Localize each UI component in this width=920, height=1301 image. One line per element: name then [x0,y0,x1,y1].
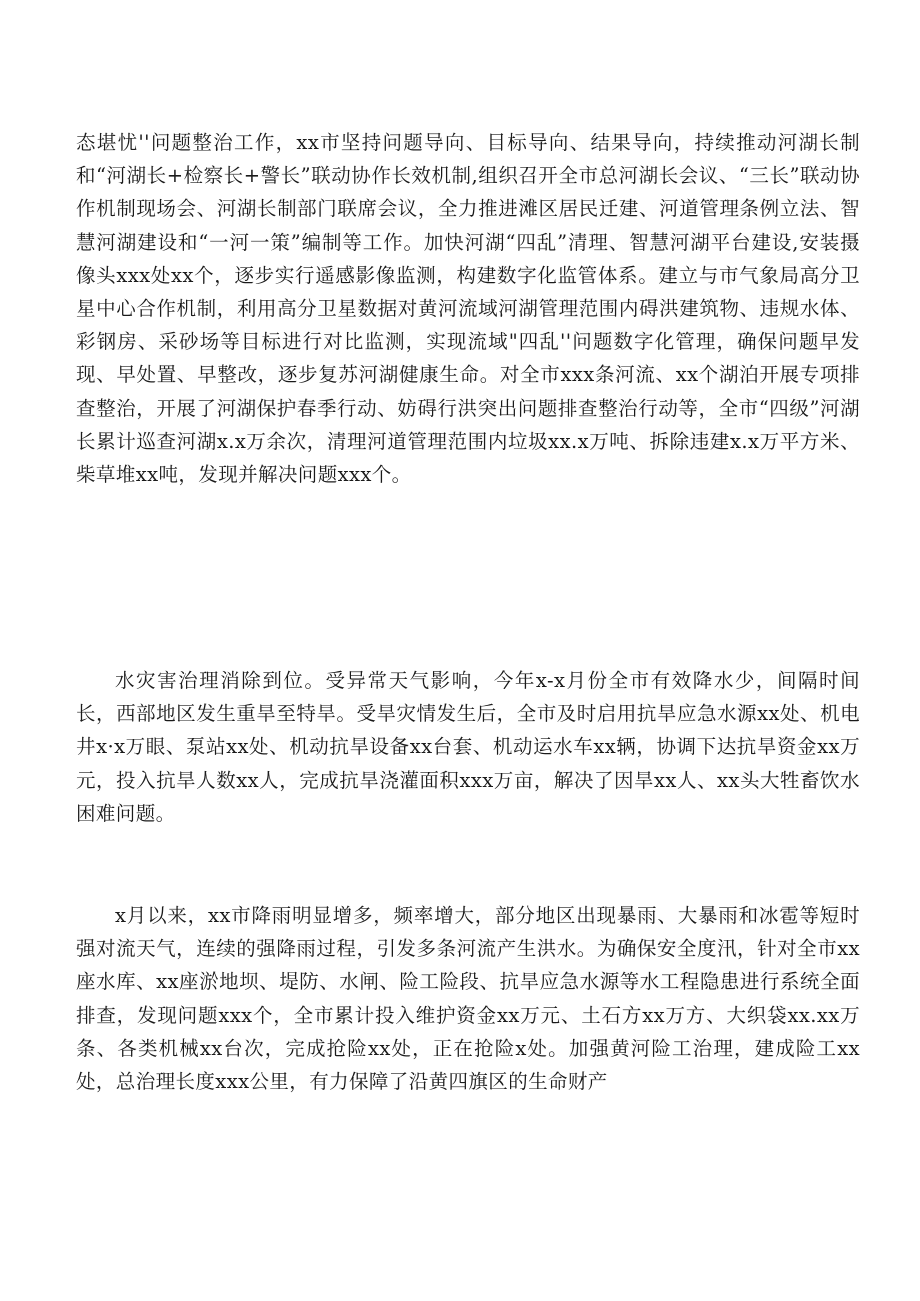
paragraph-flood-control: x月以来，xx市降雨明显增多，频率增大，部分地区出现暴雨、大暴雨和冰雹等短时强对流天气，连续的强降雨过程，引发多条河流产生洪水。为确保安全度汛，针对全市xx座水库、xx座淤地坝、堤防、水闸、险工险段、抗旱应急水源等水工程隐患进行系统全面排查，发现问题xxx个，全市累计投入维护资金xx万元、土石方xx万方、大织袋xx.xx万条、各类机械xx台次，完成抢险xx处，正在抢险x处。加强黄河险工治理，建成险工xx处，总治理长度xxx公里，有力保障了沿黄四旗区的生命财产 [76,904,860,1094]
paragraph-drought-relief: 水灾害治理消除到位。受异常天气影响，今年x-x月份全市有效降水少，间隔时间长，西部地区发生重旱至特旱。受旱灾情发生后，全市及时启用抗旱应急水源xx处、机电井x·x万眼、泵站xx处、机动抗旱设备xx台套、机动运水车xx辆，协调下达抗旱资金xx万元，投入抗旱人数xx人，完成抗旱浇灌面积xxx万亩，解决了因旱xx人、xx头大牲畜饮水困难问题。 [76,669,860,825]
paragraph-river-lake-governance: 态堪忧''问题整治工作，xx市坚持问题导向、目标导向、结果导向，持续推动河湖长制和“河湖长+检察长+警长”联动协作长效机制,组织召开全市总河湖长会议、“三长”联动协作机制现场会、河湖长制部门联席会议，全力推进滩区居民迁建、河道管理条例立法、智慧河湖建设和“一河一策”编制等工作。加快河湖“四乱”清理、智慧河湖平台建设,安装摄像头xxx处xx个，逐步实行遥感影像监测，构建数字化监管体系。建立与市气象局高分卫星中心合作机制，利用高分卫星数据对黄河流域河湖管理范围内碍洪建筑物、违规水体、彩钢房、采砂场等目标进行对比监测，实现流域"四乱''问题数字化管理，确保问题早发现、早处置、早整改，逐步复苏河湖健康生命。对全市xxx条河流、xx个湖泊开展专项排查整治，开展了河湖保护春季行动、妨碍行洪突出问题排查整治行动等，全市“四级”河湖长累计巡查河湖x.x万余次，清理河道管理范围内垃圾xx.x万吨、拆除违建x.x万平方米、柴草堆xx吨，发现并解决问题xxx个。 [76,131,860,487]
